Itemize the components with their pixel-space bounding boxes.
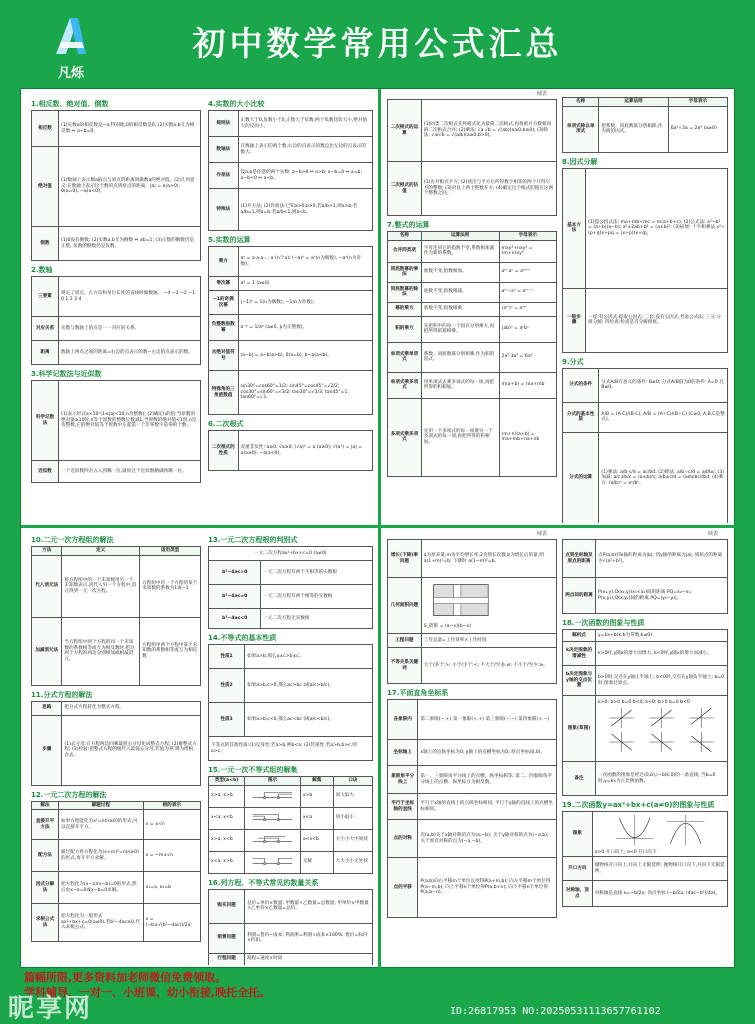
- cell: b²−4ac>0: [209, 561, 261, 585]
- row-label: 科学记数法: [32, 381, 59, 461]
- parabola-sketches: [595, 813, 725, 847]
- row-label: 相反数: [32, 111, 59, 147]
- row-text: k>0时,y随x的增大而增大; k<0时,y随x的增大而减小。: [596, 642, 728, 666]
- cell: 加减消元法: [32, 617, 62, 685]
- area-problem-diagram: [424, 581, 554, 621]
- cell: 代入消元法: [32, 555, 62, 617]
- continued-label: 续表: [537, 91, 548, 97]
- watermark-id: ID:26817953 NO:20250531113657761102: [450, 1006, 661, 1017]
- column-top-left-b: [208, 97, 373, 523]
- column-top-right-b: [562, 89, 728, 523]
- section-7-table: [387, 231, 557, 477]
- section-8-table: [562, 168, 728, 353]
- column-header: 定义: [62, 547, 140, 556]
- row-text: S_阴影 = (a−x)(b−x): [423, 624, 472, 629]
- section-3-table: [31, 380, 201, 483]
- row-text: a>0 开口向上; a<0 开口向下: [594, 849, 657, 855]
- cell: 把系数、同底数幂分别相除,作为商的因式。: [599, 106, 668, 152]
- row-text: P(x₁,y),Q(x₂,y)(x₁<x₂)间的距离 PQ=x₂−x₁; P(x,y₁),Q(x,y₂)间的距离 PQ=|y₁−y₂|。: [596, 578, 728, 614]
- section-title: 12.一元二次方程的解法: [31, 790, 107, 799]
- row-label: 零次幂: [209, 277, 239, 291]
- row-label: 三要素: [32, 277, 59, 317]
- row-label: 二次根式的性质: [209, 431, 239, 471]
- formula-sheet: [20, 88, 735, 968]
- section-4: [208, 99, 373, 231]
- row-text: y=kx+b(k,b为常数,k≠0): [596, 630, 728, 642]
- row-label: 特殊法: [209, 189, 239, 231]
- row-label: 行程问题: [209, 953, 245, 965]
- row-label: 点的平移: [388, 858, 418, 918]
- cell: 用单项式去乘多项式的每一项,再把所得的积相加。: [421, 372, 499, 398]
- row-text: A/B = (A·C)/(B·C), A/B = (A÷C)/(B÷C) (C≠0, A,B,C是整式)。: [599, 402, 728, 432]
- row-text: 双重非负性: a≥0, √a≥0; (√a)² = a (a≥0); √(a²) = |a| = a(a≥0), −a(a<0)。: [238, 431, 372, 471]
- section-18-table: [562, 629, 728, 796]
- row-text: (1)表示形式a×10ⁿ(1≤|a|<10,n为整数); (2)确定n的值:当原数的绝对值≥10时,n等于原数的整数位数减1;当原数的绝对值<1时,n是负整数,它的绝对值等于原数中左起第一个非零数字前零的个数。: [59, 381, 201, 461]
- cell: 将方程组中的一个未知数用另一个未知数表示,再代入另一个方程中,消元得到一元一次方程。: [62, 555, 140, 617]
- watermark-logo: 昵享网: [8, 994, 93, 1024]
- row-label: 不等关系关键词: [388, 648, 422, 684]
- column-header: 类型(a<b): [209, 777, 245, 786]
- section-17: [387, 688, 557, 918]
- number-line-diagram: [245, 829, 301, 851]
- row-text: 规定了原点、正方向和单位长度的直线叫做数轴。 −4 −3 −2 −1 0 1 2 3 4: [59, 277, 201, 317]
- section-title: 4.实数的大小比较: [208, 100, 265, 108]
- column-header: 运算法则: [599, 98, 668, 107]
- cell: 单项式乘单项式: [388, 342, 422, 372]
- section-title: 13.一元二次方程根的判别式: [208, 536, 298, 544]
- cell: x>a, x<b: [209, 829, 245, 851]
- cell: 同底数幂的除法: [388, 282, 422, 302]
- cell: a<x<b: [300, 829, 333, 851]
- section-title: 8.因式分解: [562, 157, 598, 166]
- section-title: 14.不等式的基本性质: [208, 634, 277, 642]
- row-text: 如果a>b,c<0,那么ac<bc (或a/c<b/c)。: [245, 703, 373, 737]
- row-label: 负整数指数幂: [209, 315, 239, 341]
- row-label: −1的奇偶次幂: [209, 291, 239, 315]
- poster-header: [0, 0, 755, 88]
- cell: 先把积中的每一个因式分别乘方,再把所得的幂相乘。: [421, 316, 499, 342]
- cell: aᵐ÷aⁿ = aᵐ⁻ⁿ: [499, 282, 556, 302]
- cell: 2a²·3a³ = 6a⁵: [499, 342, 556, 372]
- cell: 单项式除以单项式: [563, 106, 599, 152]
- section-9: [562, 357, 728, 523]
- section-14: [208, 633, 373, 761]
- section-title: 17.平面直角坐标系: [387, 689, 449, 697]
- row-text: (1)开方法; (2)作商法:已知a>0,b>0,若a/b>1,则a>b;若a/b=1,则a=b;若a/b<1,则a<b。: [238, 189, 372, 231]
- row-label: 两点间的距离: [563, 578, 596, 614]
- row-text: 如果a>b,那么a±c>b±c。: [245, 645, 373, 669]
- cell: (m+n)(a+b) = ma+mb+na+nb: [499, 398, 556, 476]
- cell: 先用一个多项式的每一项乘另一个多项式的每一项,再把所得的积相加。: [421, 398, 499, 476]
- row-label: 步骤: [32, 715, 62, 785]
- section-title: 19.二次函数y=ax²+bx+c(a≠0)的图象与性质: [562, 801, 715, 809]
- row-label: 思路: [32, 701, 62, 715]
- row-label: 基本方法: [563, 168, 586, 288]
- section-title: 6.二次根式: [208, 420, 244, 428]
- section-title: 2.数轴: [31, 266, 53, 274]
- row-label: 坐标轴上: [388, 740, 418, 766]
- row-label: 对称轴、顶点: [563, 881, 593, 907]
- row-text: (1)实数a的相反数是−a,特别地,0的相反数是0; (2)实数a,b互为相反数 ⇔ a+b=0。: [59, 111, 201, 147]
- column-header: 图示: [245, 777, 301, 786]
- column-header: 口诀: [333, 777, 372, 786]
- row-text: sin30°=cos60°=1/2; sin45°=cos45°=√2/2; cos30°=sin60°=√3/2; tan30°=√3/3; tan45°=1; tan60°=√3。: [238, 371, 372, 415]
- section-13: [208, 535, 373, 629]
- row-label: 增长(下降)率问题: [388, 540, 422, 578]
- cell: 字母连同它的指数不变,系数相加减作为新的系数。: [421, 240, 499, 262]
- column-top-right-a: [387, 89, 557, 523]
- cell: b²−4ac=0: [209, 585, 261, 609]
- footer-line-2: 学科辅导、一对一、小班课、幼小衔接,晚托全托。: [24, 986, 271, 999]
- column-header: 运算法则: [421, 232, 499, 241]
- cell: 配方法: [32, 840, 59, 872]
- section-19: [562, 800, 728, 907]
- section-title: 16.列方程、不等式常见的数量关系: [208, 878, 319, 887]
- row-label: 数轴法: [209, 137, 239, 163]
- cell: x = ±√n: [143, 810, 200, 840]
- cell: 大小小大中间找: [333, 829, 372, 851]
- column-header: 解法: [32, 801, 59, 810]
- logo-text: 凡烁: [57, 66, 84, 81]
- section-9-table: [562, 368, 728, 523]
- row-label: 图象: [563, 812, 593, 857]
- cell: m(a+b) = ma+mb: [499, 372, 556, 398]
- row-text: a为原来量,m为平均增长率,2为增长次数,b为增长后的量,则 a(1+m)²=b; 下降时 a(1−m)²=b。: [421, 540, 556, 578]
- cell: 幂的乘方: [388, 302, 422, 316]
- cell: 无解: [300, 851, 333, 873]
- section-1: [31, 99, 201, 261]
- row-label: 象限角平分线上: [388, 766, 418, 794]
- section-19-table: [562, 811, 728, 907]
- column-header: 解题过程: [59, 801, 144, 810]
- section-6-table: [208, 430, 373, 471]
- row-label: 销售问题: [209, 923, 245, 953]
- vertical-divider: [378, 89, 381, 969]
- column-header: 解集: [300, 777, 333, 786]
- cell: 通过配方将方程化为(x+m)²=n(n≥0)的形式,再开平方求解。: [59, 840, 144, 872]
- column-header: 名称: [388, 232, 422, 241]
- row-label: 点的对称: [388, 820, 418, 858]
- row-text: 分式A/B有意义的条件: B≠0; 分式A/B值为0的条件: A=0 且 B≠0。: [599, 368, 728, 402]
- row-text: 利润=售价−成本; 利润率=利润÷成本×100%; 售价=标价×折扣。: [245, 923, 373, 953]
- row-text: (1)0没有倒数; (2)实数a,b互为倒数 ⇔ ab=1; (3)正数的倒数仍是正数, 负数的倒数仍是负数。: [59, 227, 201, 261]
- section-5-table: [208, 246, 373, 415]
- cell: 方程组中两个方程中某个未知数的系数相等或互为相反数: [140, 617, 201, 685]
- column-header: 字母表示: [499, 232, 556, 241]
- row-text: x轴上的点纵坐标为0; y轴上的点横坐标为0; 原点坐标(0,0)。: [418, 740, 557, 766]
- row-text: 在数轴上表示的两个数,右边的点表示的数总比左边的点表示的数大。: [238, 137, 372, 163]
- cell: x>b: [300, 785, 333, 807]
- cell: 单项式乘多项式: [388, 372, 422, 398]
- inequality-note: 不等式的其他性质:(1)反身性:若a>b,则b<a; (2)传递性:若a>b,b>c,则a>c。: [209, 737, 373, 761]
- row-text: 点(a,b)关于x轴对称的点为(a,−b); 关于y轴对称的点为(−a,b); 关于原点对称的点为(−a,−b)。: [418, 820, 557, 858]
- row-label: 绝对值: [32, 147, 59, 227]
- continued-label: 续表: [708, 531, 719, 537]
- row-label: 特殊角的三角函数值: [209, 371, 239, 415]
- cell: 一元二次方程无实数根: [261, 609, 373, 629]
- row-text: 一个近似数四舍五入到哪一位,就说这个近似数精确到哪一位。: [59, 461, 201, 483]
- cell: 直接开平方法: [32, 810, 59, 840]
- cell: 合并同类项: [388, 240, 422, 262]
- section-14-table: [208, 644, 373, 761]
- section-4-table: [208, 110, 373, 231]
- discriminant-header: 一元二次方程ax²+bx+c=0 (a≠0): [209, 547, 373, 561]
- row-label: 去绝对值符号: [209, 341, 239, 371]
- radical-ops-table: [387, 99, 557, 216]
- row-label: 对应关系: [32, 317, 59, 341]
- cell: 因式分解法: [32, 872, 59, 904]
- section-title: 3.科学记数法与近似数: [31, 370, 102, 378]
- row-text: 数轴上两点之间的距离=右边的点表示的数−左边的点表示的数。: [59, 341, 201, 365]
- row-text: 路程=速度×时间: [245, 953, 373, 965]
- horizontal-divider: [21, 525, 736, 528]
- section-11-table: [31, 701, 201, 786]
- cell: x₁=a, x₂=b: [143, 872, 200, 904]
- cell: 积的乘方: [388, 316, 422, 342]
- cell: 一元二次方程有两个不相等的实数根: [261, 561, 373, 585]
- section-12-table: [31, 801, 201, 943]
- cell: 底数不变,指数相减。: [421, 282, 499, 302]
- cell: x<a, x>b: [209, 851, 245, 873]
- radical-ops-section: [387, 99, 557, 216]
- row-text: (1)提公因式法: ma+mb+mc = m(a+b+c); (2)公式法: a²−b² = (a+b)(a−b); a²±2ab+b² = (a±b)²; (3)拓展: 十字相乘法 x²+(p+q)x+pq = (x+p)(x+q)。: [586, 168, 728, 288]
- section-16-continued: [387, 539, 557, 684]
- section-8: [562, 157, 728, 353]
- row-label: 分式的运算: [563, 432, 599, 523]
- row-text: (1)去分母:在方程两边同乘最简公分母化成整式方程; (2)解整式方程; (3)检验:把整式方程的根代入最简公分母,若值为零,则为增根,舍去。: [62, 715, 201, 785]
- section-7: [387, 220, 557, 477]
- cell: 一元二次方程有两个相等的实数根: [261, 585, 373, 609]
- row-text: (1)同类二次根式先将根式化为最简二次根式,再将被开方数相同的二次根式合并; (2)乘法: √a·√b = √(ab)(a≥0,b≥0); (3)除法: √a/√b = √(a/b)(a≥0,b>0)。: [421, 100, 556, 162]
- row-label: b决定图象与y轴的交点位置: [563, 666, 596, 696]
- row-text: 点P(a,b)到x轴的距离为|b|; 到y轴的距离为|a|; 到原点的距离为√(a²+b²)。: [596, 540, 728, 578]
- row-text: k>0: b>0 b=0 b<0; k<0: b>0 b=0 b<0: [598, 700, 690, 706]
- cell: 把方程化为一般形式ax²+bx+c=0(a≠0),若b²−4ac≥0,代入求根公式。: [59, 904, 144, 942]
- cell: x<a: [300, 807, 333, 829]
- row-text: 一提:有公因式,提取公因式; 二套:没有公因式,考虑公式法; 三分:分组分解; 四检查:检查是否分解彻底。: [586, 288, 728, 352]
- cell: mxy²+nxy² = (m+n)xy²: [499, 240, 556, 262]
- cell: 如果方程能化为x²=n(n≥0)的形式,可以直接开平方。: [59, 810, 144, 840]
- row-text: 设a,b是任意的两个实数: a−b>0 ⇔ a>b; a−b=0 ⇔ a=b; a−b<0 ⇔ a<b。: [238, 163, 372, 189]
- section-11: [31, 690, 201, 786]
- section-1-table: [31, 110, 201, 261]
- monomial-division-table: [562, 97, 728, 153]
- cell: 底数不变,指数相乘。: [421, 302, 499, 316]
- linear-graphs-cell: [596, 696, 728, 762]
- area-problem-cell: [421, 578, 556, 634]
- cell: 6a⁵÷3a = 2a⁴ (a≠0): [668, 106, 727, 152]
- row-text: 把分式方程转化为整式方程。: [62, 701, 201, 715]
- section-title: 7.整式的运算: [387, 221, 430, 229]
- section-15-table: [208, 776, 373, 874]
- section-3: [31, 369, 201, 483]
- column-bottom-right-b: [562, 529, 728, 965]
- row-text: P(a,b)向右平移m个单位长度得P(a+m,b); 向左平移m个单位得P(a−m,b); 向上平移n个单位得P(a,b+n); 向下平移n个单位得P(a,b−n)。: [418, 858, 557, 918]
- section-title: 9.分式: [562, 357, 584, 366]
- row-label: 近似数: [32, 461, 59, 483]
- cell: 大大小小无处找: [333, 851, 372, 873]
- cell: 当方程组中两个方程的同一个未知数的系数相等或互为相反数时,把这两个方程的两边分别相加或相减消元。: [62, 617, 140, 685]
- row-text: 正数大于0,负数小于0,正数大于负数;两个负数比较大小,绝对值大的反而小。: [238, 111, 372, 137]
- cell: 同底数幂的乘法: [388, 262, 422, 282]
- cell: 底数不变,指数相加。: [421, 262, 499, 282]
- column-header: 名称: [563, 98, 599, 107]
- column-header: 适用类型: [140, 547, 201, 556]
- cell: x = −m±√n: [143, 840, 200, 872]
- row-text: 对称轴是直线 x=−b/2a; 顶点坐标 (−b/2a, (4ac−b²)/4a)。: [592, 881, 727, 907]
- column-top-left-a: [31, 97, 201, 523]
- cell: x<a, x<b: [209, 807, 245, 829]
- cell: 求根公式法: [32, 904, 59, 942]
- linear-function-sketches: [598, 706, 725, 754]
- row-label: 工程问题: [388, 634, 422, 648]
- row-text: 实数与数轴上的点是一一对应的关系。: [59, 317, 201, 341]
- row-label: k决定图象的增减性: [563, 642, 596, 666]
- footer-line-1: 篇幅所限,更多资料加老师微信免费领取。: [24, 971, 227, 984]
- row-label: 点到坐标轴及原点的距离: [563, 540, 596, 578]
- column-bottom-right-a: [387, 529, 557, 965]
- section-10: [31, 535, 201, 686]
- row-label: 各象限内: [388, 700, 418, 740]
- cell: 同小取小: [333, 807, 372, 829]
- cell: 方程组中有一个方程的某个未知数的系数为1或−1: [140, 555, 201, 617]
- row-label: 二次根式的估值: [388, 162, 422, 216]
- cell: 把方程化为(x−a)(x−b)=0的形式,然后由x−a=0或x−b=0求解。: [59, 872, 144, 904]
- row-label: 解析式: [563, 630, 596, 642]
- section-title: 15.一元一次不等式组的解集: [208, 766, 298, 774]
- continued-label: 续表: [537, 531, 548, 537]
- row-label: 备注: [563, 762, 596, 796]
- cell: 同大取大: [333, 785, 372, 807]
- row-label: 开口方向: [563, 857, 593, 881]
- section-12: [31, 790, 201, 943]
- page-title: 初中数学常用公式汇总: [192, 24, 563, 63]
- parabola-cell: [592, 812, 727, 857]
- cell: x = (−b±√(b²−4ac))/2a: [143, 904, 200, 942]
- section-title: 5.实数的运算: [208, 236, 251, 244]
- section-16-continued-table: [387, 539, 557, 684]
- distance-table: [562, 539, 728, 614]
- row-label: 二次根式的运算: [388, 100, 422, 162]
- section-2: [31, 265, 201, 365]
- cell: x>a, x>b: [209, 785, 245, 807]
- row-label: 几何面积问题: [388, 578, 422, 634]
- row-text: (1)乘法: a/b·c/d = ac/bd; (2)除法: a/b÷c/d = ad/bc; (3)加减: a/c±b/c = (a±b)/c; a/b±c/d = (ad±bc)/bd; (4)乘方: (a/b)ⁿ = aⁿ/bⁿ。: [599, 432, 728, 523]
- section-17-continued: [562, 539, 728, 614]
- section-2-table: [31, 276, 201, 365]
- row-text: aⁿ = a·a·a·…·a (n个a); (−a)ⁿ = aⁿ(n为偶数), −aⁿ(n为奇数)。: [238, 247, 372, 277]
- column-header: 字母表示: [668, 98, 727, 107]
- cell: b²−4ac<0: [209, 609, 261, 629]
- row-text: b>0时,交点在y轴正半轴上; b<0时,交点在y轴负半轴上; b=0时,图象过原点。: [596, 666, 728, 696]
- column-header: 根的表示: [143, 801, 200, 810]
- number-line-diagram: [245, 851, 301, 873]
- row-text: 一次函数的图象是经过(0,b),(−b/k,0)的一条直线; 当b=0时,y=kx为正比例函数。: [596, 762, 728, 796]
- section-5: [208, 235, 373, 415]
- row-label: 规则法: [209, 111, 239, 137]
- row-label: 图象(草图): [563, 696, 596, 762]
- section-title: 11.分式方程的解法: [31, 690, 93, 699]
- cell: (aᵐ)ⁿ = aᵐⁿ: [499, 302, 556, 316]
- cell: (ab)ⁿ = aⁿbⁿ: [499, 316, 556, 342]
- row-text: 大于/多于:>; 小于/少于:<; 不大于/至多:≤; 不小于/至少:≥。: [421, 648, 556, 684]
- factor-table-section: [562, 97, 728, 153]
- row-text: a⁻ᵖ = 1/aᵖ (a≠0, p为正整数)。: [238, 315, 372, 341]
- section-16-table: [208, 889, 373, 965]
- section-15: [208, 765, 373, 874]
- row-label: 距离: [32, 341, 59, 365]
- cell: 系数、同底数幂分别相乘,作为积的因式。: [421, 342, 499, 372]
- row-text: 总价=单价×数量; 甲数量+乙数量=总数量; 甲单价×甲数量+乙单价×乙数量=总价。: [245, 889, 373, 923]
- row-text: (1)先对根式平方; (2)找出与平方后所得数字相邻的两个开得尽方的整数; (3)对以上两个整数开方; (4)确定这个根式的值在这两个整数之间。: [421, 162, 556, 216]
- cell: aᵐ·aⁿ = aᵐ⁺ⁿ: [499, 262, 556, 282]
- column-bottom-left-b: [208, 533, 373, 965]
- row-text: 第二象限(−,+) 第一象限(+,+) 第三象限(−,−) 第四象限(+,−): [418, 700, 557, 740]
- row-text: 第一、三象限角平分线上的点横、纵坐标相等; 第二、四象限角平分线上的点横、纵坐标互为相反数。: [418, 766, 557, 794]
- row-label: 乘方: [209, 247, 239, 277]
- section-title: 10.二元一次方程组的解法: [31, 536, 114, 544]
- number-line-diagram: [245, 785, 301, 807]
- row-label: 购买问题: [209, 889, 245, 923]
- row-label: 分式的条件: [563, 368, 599, 402]
- row-text: 工作总量=工作效率×工作时间: [421, 634, 556, 648]
- section-18: [562, 618, 728, 796]
- section-title: 18.一次函数的图象与性质: [562, 619, 645, 627]
- row-label: 性质2: [209, 669, 245, 703]
- row-text: (−1)ⁿ = 1(n为偶数), −1(n为奇数)。: [238, 291, 372, 315]
- row-label: 性质1: [209, 645, 245, 669]
- row-label: 倒数: [32, 227, 59, 261]
- row-label: 一般步骤: [563, 288, 586, 352]
- row-text: (1)数轴上表示数a的点与原点的距离叫做数a的绝对值。(2)几何意义:在数轴上表示这个数的点到原点的距离。|a| = a(a>0), 0(a=0), −a(a<0)。: [59, 147, 201, 227]
- row-text: 平行于x轴的直线上的点纵坐标相同; 平行于y轴的直线上的点横坐标相同。: [418, 794, 557, 820]
- cell: 多项式乘多项式: [388, 398, 422, 476]
- row-text: 如果a>b,c>0,那么ac>bc (或a/c>b/c)。: [245, 669, 373, 703]
- number-line-diagram: [245, 807, 301, 829]
- column-header: 方法: [32, 547, 62, 556]
- section-10-table: [31, 546, 201, 686]
- row-label: 平行于坐标轴的直线: [388, 794, 418, 820]
- section-6: [208, 419, 373, 471]
- column-bottom-left-a: [31, 533, 201, 965]
- section-17-table: [387, 699, 557, 918]
- row-text: a⁰ = 1 (a≠0): [238, 277, 372, 291]
- row-label: 作差法: [209, 163, 239, 189]
- section-16: [208, 878, 373, 965]
- section-13-table: [208, 546, 373, 629]
- row-text: 抛物线开口向上,并向上无限延伸; 抛物线开口向下,并向下无限延伸。: [592, 857, 727, 881]
- row-label: 性质3: [209, 703, 245, 737]
- row-label: 分式的基本性质: [563, 402, 599, 432]
- row-text: |a−b| = a−b(a>b), 0(a=b), b−a(a<b)。: [238, 341, 372, 371]
- section-title: 1.相反数、绝对值、倒数: [31, 100, 109, 108]
